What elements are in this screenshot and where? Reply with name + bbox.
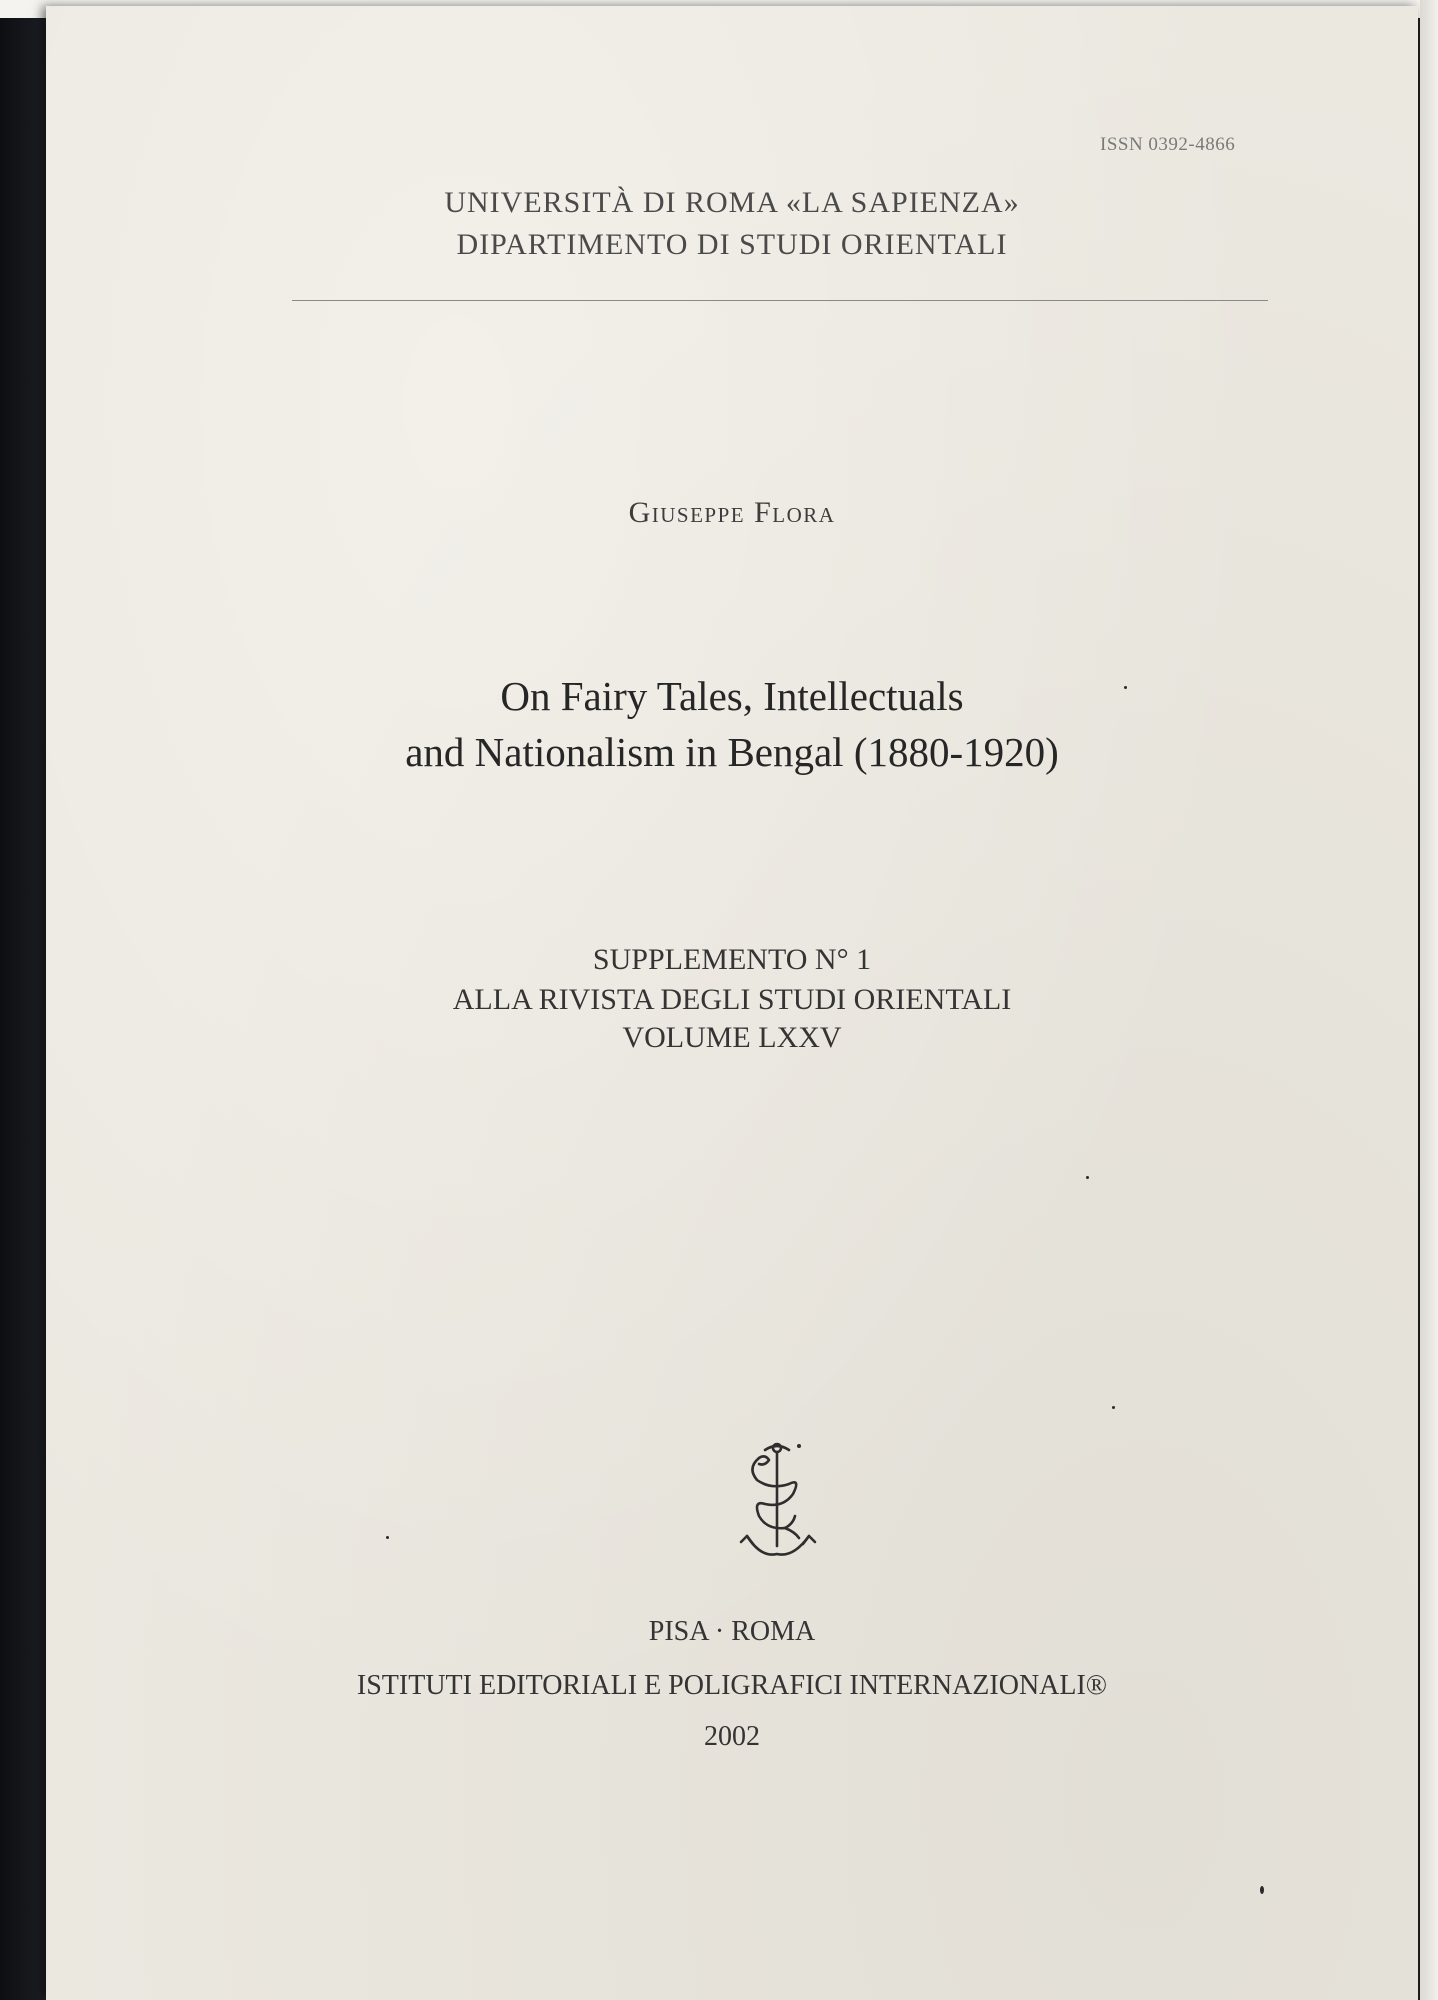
supplement-volume: VOLUME LXXV	[622, 1021, 842, 1054]
book-cover-page	[46, 6, 1418, 2000]
paper-speck	[1124, 686, 1127, 689]
supplement-journal: ALLA RIVISTA DEGLI STUDI ORIENTALI	[452, 983, 1012, 1016]
book-title-line-1: On Fairy Tales, Intellectuals	[500, 673, 964, 719]
issn-number: ISSN 0392-4866	[1100, 134, 1236, 155]
author-name: Giuseppe Flora	[628, 496, 836, 529]
book-title-line-2: and Nationalism in Bengal (1880-1920)	[405, 729, 1059, 775]
supplement-number: SUPPLEMENTO N° 1	[592, 943, 872, 976]
publication-year: 2002	[704, 1721, 760, 1752]
paper-speck	[1086, 1176, 1089, 1179]
page-right-edge	[1420, 0, 1438, 2000]
paper-speck	[1260, 1886, 1264, 1894]
paper-speck	[386, 1536, 389, 1539]
paper-speck	[1112, 1406, 1115, 1409]
anchor-dolphin-emblem-icon	[735, 1438, 821, 1562]
institution-department: DIPARTIMENTO DI STUDI ORIENTALI	[456, 228, 1008, 261]
publisher-name: ISTITUTI EDITORIALI E POLIGRAFICI INTERNAZIONALI®	[356, 1670, 1108, 1701]
institution-university: UNIVERSITÀ DI ROMA «LA SAPIENZA»	[444, 186, 1020, 219]
publisher-place: PISA · ROMA	[648, 1616, 816, 1647]
header-divider	[292, 300, 1268, 301]
